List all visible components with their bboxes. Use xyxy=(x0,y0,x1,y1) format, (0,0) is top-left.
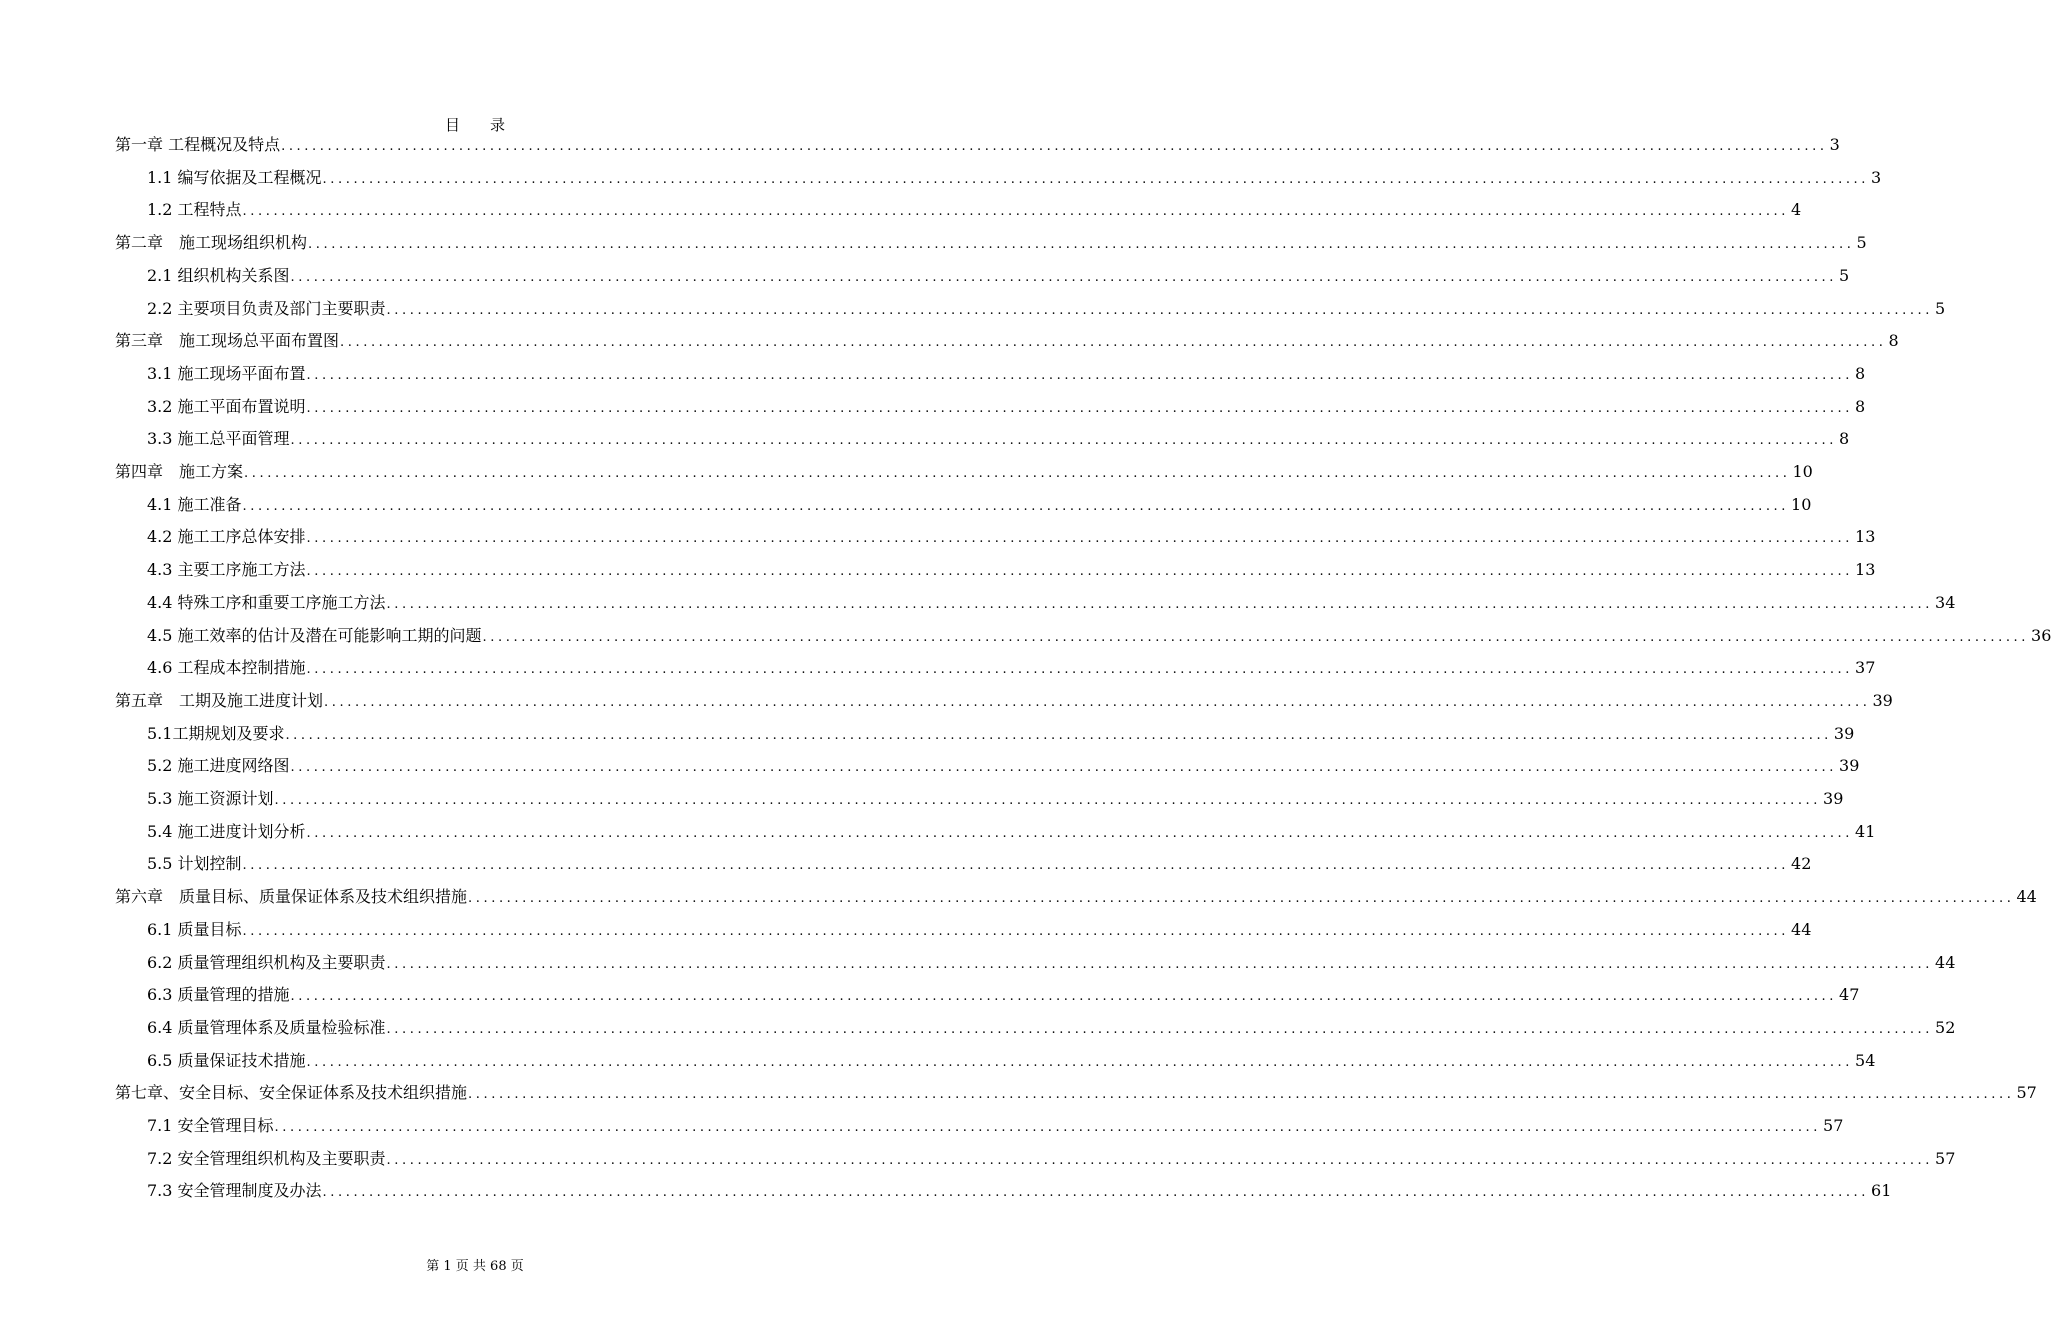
toc-entry-page-number: 34 xyxy=(1935,592,1956,612)
toc-leader-dots: ........................................................................................................................................................................................................ xyxy=(306,662,1854,678)
toc-entry-page-number: 39 xyxy=(1833,723,1855,743)
toc-section-entry[interactable] xyxy=(147,948,1956,978)
toc-entry-label: 4.3 主要工序施工方法 xyxy=(147,560,306,580)
toc-entry-page-number: 57 xyxy=(2016,1083,2037,1103)
toc-entry-label: 第四章 施工方案 xyxy=(115,462,244,481)
toc-entry-page-number: 8 xyxy=(1855,396,1866,416)
toc-entry-page-number: 5 xyxy=(1839,265,1850,285)
toc-leader-dots: ........................................................................................................................................................................................................ xyxy=(386,596,1934,612)
toc-entry-label: 7.1 安全管理目标 xyxy=(147,1116,274,1135)
toc-section-entry[interactable] xyxy=(147,555,1876,585)
toc-leader-dots: ........................................................................................................................................................................................................ xyxy=(306,564,1854,580)
toc-entry-page-number: 8 xyxy=(1839,429,1850,449)
toc-leader-dots: ........................................................................................................................................................................................................ xyxy=(290,433,1838,449)
toc-entry-page-number: 3 xyxy=(1829,135,1840,154)
toc-entry-page-number: 37 xyxy=(1855,658,1876,678)
toc-leader-dots: ........................................................................................................................................................................................................ xyxy=(290,269,1838,285)
toc-entry-page-number: 39 xyxy=(1839,756,1860,776)
toc-entry-label: 2.2 主要项目负责及部门主要职责 xyxy=(147,298,386,318)
toc-entry-label: 第三章 施工现场总平面布置图 xyxy=(115,331,340,351)
toc-entry-page-number: 8 xyxy=(1888,331,1899,351)
toc-leader-dots: ........................................................................................................................................................................................................ xyxy=(290,989,1838,1005)
toc-section-entry[interactable] xyxy=(147,784,1844,814)
toc-chapter-entry[interactable] xyxy=(115,457,1813,487)
toc-entry-label: 3.2 施工平面布置说明 xyxy=(147,396,306,416)
toc-entry-label: 6.4 质量管理体系及质量检验标准 xyxy=(147,1017,386,1037)
toc-section-entry[interactable] xyxy=(147,751,1860,781)
toc-entry-label: 第一章 工程概况及特点 xyxy=(115,135,281,154)
toc-section-entry[interactable] xyxy=(147,1013,1956,1043)
toc-leader-dots: ........................................................................................................................................................................................................ xyxy=(242,858,1790,874)
toc-leader-dots: ........................................................................................................................................................................................................ xyxy=(386,1152,1934,1168)
toc-leader-dots: ........................................................................................................................................................................................................ xyxy=(281,139,1828,154)
toc-leader-dots: ........................................................................................................................................................................................................ xyxy=(290,760,1838,776)
toc-chapter-entry[interactable] xyxy=(115,1078,2037,1108)
toc-entry-label: 1.1 编写依据及工程概况 xyxy=(147,167,322,187)
toc-section-entry[interactable] xyxy=(147,588,1956,618)
toc-section-entry[interactable] xyxy=(147,163,1882,193)
toc-leader-dots: ........................................................................................................................................................................................................ xyxy=(340,335,1887,351)
toc-entry-label: 5.4 施工进度计划分析 xyxy=(147,821,306,841)
toc-entry-page-number: 5 xyxy=(1856,233,1867,253)
toc-section-entry[interactable] xyxy=(147,294,1946,324)
toc-entry-page-number: 44 xyxy=(2016,887,2037,907)
toc-section-entry[interactable] xyxy=(147,621,2051,651)
toc-entry-label: 6.1 质量目标 xyxy=(147,919,242,939)
toc-leader-dots: ........................................................................................................................................................................................................ xyxy=(306,1054,1854,1070)
toc-entry-label: 第五章 工期及施工进度计划 xyxy=(115,690,324,710)
toc-section-entry[interactable] xyxy=(147,392,1866,422)
toc-entry-label: 第二章 施工现场组织机构 xyxy=(115,233,308,253)
toc-leader-dots: ........................................................................................................................................................................................................ xyxy=(306,400,1854,416)
toc-entry-label: 2.1 组织机构关系图 xyxy=(147,265,290,285)
toc-leader-dots: ........................................................................................................................................................................................................ xyxy=(386,956,1934,972)
toc-section-entry[interactable] xyxy=(147,1176,1892,1206)
toc-section-entry[interactable] xyxy=(147,359,1866,389)
toc-chapter-entry[interactable] xyxy=(115,326,1899,356)
toc-leader-dots: ........................................................................................................................................................................................................ xyxy=(244,466,1791,481)
toc-leader-dots: ........................................................................................................................................................................................................ xyxy=(242,498,1790,514)
toc-section-entry[interactable] xyxy=(147,195,1802,225)
toc-section-entry[interactable] xyxy=(147,653,1876,683)
toc-entry-label: 1.2 工程特点 xyxy=(147,200,242,220)
toc-entry-label: 第六章 质量目标、质量保证体系及技术组织措施 xyxy=(115,887,468,907)
toc-leader-dots: ........................................................................................................................................................................................................ xyxy=(274,1120,1822,1135)
page-footer: 第 1 页 共 68 页 xyxy=(426,1259,524,1274)
toc-leader-dots: ........................................................................................................................................................................................................ xyxy=(322,1185,1870,1201)
toc-section-entry[interactable] xyxy=(147,261,1850,291)
toc-leader-dots: ........................................................................................................................................................................................................ xyxy=(324,694,1871,710)
toc-title: 目 录 xyxy=(444,116,505,134)
toc-entry-page-number: 10 xyxy=(1792,462,1813,481)
toc-entry-label: 6.3 质量管理的措施 xyxy=(147,985,290,1005)
toc-entry-page-number: 44 xyxy=(1791,919,1812,939)
toc-leader-dots: ........................................................................................................................................................................................................ xyxy=(468,891,2015,907)
toc-entry-page-number: 13 xyxy=(1855,560,1876,580)
toc-entry-page-number: 4 xyxy=(1791,200,1802,220)
toc-entry-page-number: 47 xyxy=(1839,985,1860,1005)
toc-section-entry[interactable] xyxy=(147,1144,1956,1174)
toc-section-entry[interactable] xyxy=(147,719,1855,749)
toc-section-entry[interactable] xyxy=(147,817,1876,847)
toc-chapter-entry[interactable] xyxy=(115,686,1893,716)
toc-entry-label: 3.3 施工总平面管理 xyxy=(147,429,290,449)
toc-entry-page-number: 57 xyxy=(1935,1148,1956,1168)
toc-entry-page-number: 44 xyxy=(1935,952,1956,972)
toc-entry-label: 5.3 施工资源计划 xyxy=(147,789,274,808)
toc-entry-page-number: 52 xyxy=(1935,1017,1956,1037)
toc-leader-dots: ........................................................................................................................................................................................................ xyxy=(274,793,1822,808)
toc-entry-page-number: 3 xyxy=(1871,167,1882,187)
toc-chapter-entry[interactable] xyxy=(115,228,1867,258)
toc-section-entry[interactable] xyxy=(147,980,1860,1010)
toc-section-entry[interactable] xyxy=(147,424,1850,454)
toc-entry-page-number: 10 xyxy=(1791,494,1812,514)
toc-entry-page-number: 54 xyxy=(1855,1050,1876,1070)
toc-entry-page-number: 57 xyxy=(1823,1116,1844,1135)
toc-section-entry[interactable] xyxy=(147,849,1812,879)
toc-entry-page-number: 8 xyxy=(1855,363,1866,383)
toc-entry-label: 4.2 施工工序总体安排 xyxy=(147,527,306,547)
toc-entry-label: 3.1 施工现场平面布置 xyxy=(147,363,306,383)
toc-entry-page-number: 61 xyxy=(1871,1181,1892,1201)
toc-section-entry[interactable] xyxy=(147,1046,1876,1076)
toc-chapter-entry[interactable] xyxy=(115,882,2037,912)
toc-entry-page-number: 42 xyxy=(1791,854,1812,874)
toc-entry-label: 7.3 安全管理制度及办法 xyxy=(147,1181,322,1201)
toc-entry-label: 6.2 质量管理组织机构及主要职责 xyxy=(147,952,386,972)
toc-entry-page-number: 13 xyxy=(1855,527,1876,547)
toc-section-entry[interactable] xyxy=(147,522,1876,552)
toc-entry-label: 5.2 施工进度网络图 xyxy=(147,756,290,776)
toc-leader-dots: ........................................................................................................................................................................................................ xyxy=(306,825,1854,841)
toc-section-entry[interactable] xyxy=(147,915,1812,945)
toc-leader-dots: ........................................................................................................................................................................................................ xyxy=(242,923,1790,939)
toc-entry-page-number: 41 xyxy=(1855,821,1876,841)
toc-leader-dots: ........................................................................................................................................................................................................ xyxy=(306,531,1854,547)
toc-leader-dots: ........................................................................................................................................................................................................ xyxy=(285,727,1832,743)
toc-leader-dots: ........................................................................................................................................................................................................ xyxy=(308,237,1855,253)
toc-entry-page-number: 39 xyxy=(1823,789,1844,808)
toc-section-entry[interactable] xyxy=(147,1111,1844,1141)
toc-entry-label: 6.5 质量保证技术措施 xyxy=(147,1050,306,1070)
toc-entry-label: 4.6 工程成本控制措施 xyxy=(147,658,306,678)
toc-entry-label: 5.5 计划控制 xyxy=(147,854,242,874)
toc-entry-label: 4.1 施工准备 xyxy=(147,494,242,514)
toc-entry-label: 4.5 施工效率的估计及潜在可能影响工期的问题 xyxy=(147,625,482,645)
toc-entry-label: 第七章、安全目标、安全保证体系及技术组织措施 xyxy=(115,1083,468,1103)
toc-leader-dots: ........................................................................................................................................................................................................ xyxy=(386,1021,1934,1037)
toc-leader-dots: ........................................................................................................................................................................................................ xyxy=(482,629,2030,645)
toc-leader-dots: ........................................................................................................................................................................................................ xyxy=(468,1087,2015,1103)
toc-entry-page-number: 36 xyxy=(2031,625,2051,645)
toc-entry-label: 7.2 安全管理组织机构及主要职责 xyxy=(147,1148,386,1168)
toc-entry-page-number: 5 xyxy=(1935,298,1946,318)
toc-leader-dots: ........................................................................................................................................................................................................ xyxy=(322,171,1870,187)
toc-leader-dots: ........................................................................................................................................................................................................ xyxy=(242,204,1790,220)
toc-chapter-entry[interactable] xyxy=(115,130,1840,160)
toc-entry-page-number: 39 xyxy=(1872,690,1893,710)
toc-entry-label: 5.1工期规划及要求 xyxy=(147,723,285,743)
toc-leader-dots: ........................................................................................................................................................................................................ xyxy=(386,302,1934,318)
toc-entry-label: 4.4 特殊工序和重要工序施工方法 xyxy=(147,592,386,612)
toc-leader-dots: ........................................................................................................................................................................................................ xyxy=(306,367,1854,383)
toc-section-entry[interactable] xyxy=(147,490,1812,520)
